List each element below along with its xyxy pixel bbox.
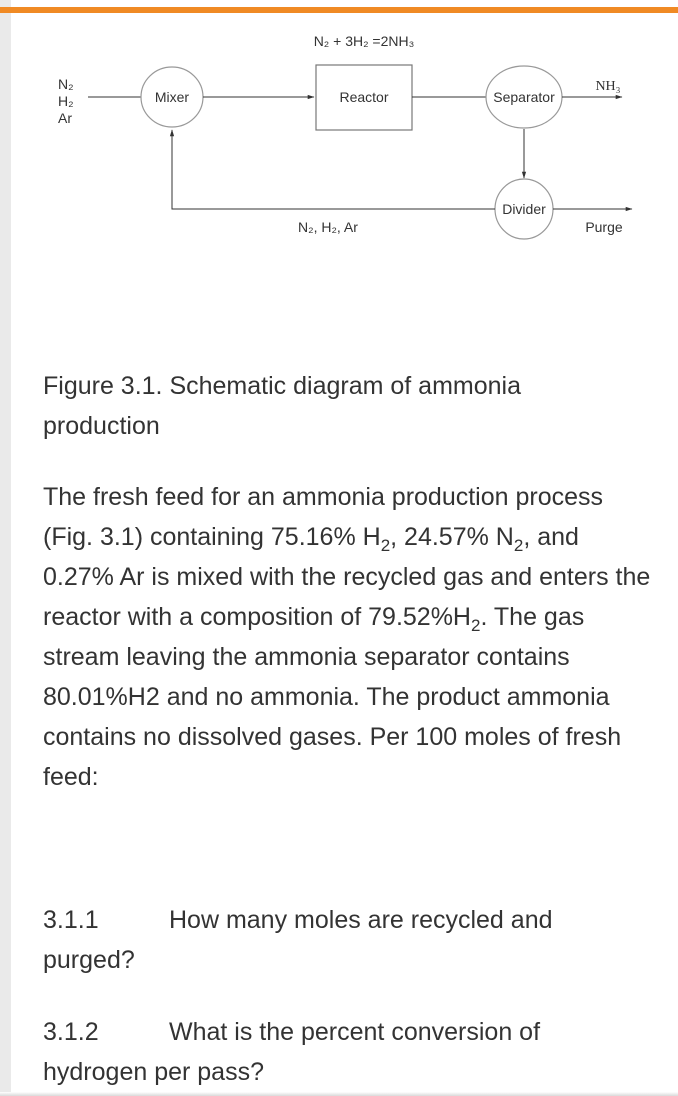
problem-text-3: , and 0.27% Ar is mixed with the recycled gas and enters the reactor with a composition of 79.52%H [43,523,651,631]
recycle-label: N₂, H₂, Ar [298,219,358,235]
question-number: 3.1.2 [43,1018,99,1046]
reactor-label: Reactor [339,89,389,105]
question-text: How many moles are recycled and purged? [43,906,553,974]
process-diagram [0,0,678,260]
question-number: 3.1.1 [43,906,99,934]
product-label: NH₃ [595,79,621,94]
divider-label: Divider [502,201,546,217]
question-text: What is the percent conversion of hydrogen per pass? [43,1018,541,1086]
subscript-2: 2 [513,536,524,555]
subscript-2: 2 [380,536,391,555]
subscript-2: 2 [471,616,481,635]
bottom-shadow [0,1092,678,1096]
figure-caption: Figure 3.1. Schematic diagram of ammonia production [43,372,521,440]
feed-label-n2: N₂ [58,76,74,92]
recycle-line [172,130,495,209]
feed-label-ar: Ar [58,110,72,126]
problem-text-4: . The gas stream leaving the ammonia separator contains 80.01%H2 and no ammonia. The product ammonia contains no dissolved gases. Per 100 moles of fresh feed: [43,603,622,791]
mixer-label: Mixer [154,89,190,105]
separator-label: Separator [493,89,555,105]
reaction-equation: N₂ + 3H₂ =2NH₃ [313,33,415,49]
feed-label-h2: H₂ [58,93,74,109]
question-3-1-2 [43,1012,643,1092]
question-3-1-1 [43,900,643,980]
problem-statement [43,477,653,797]
problem-text-1: The fresh feed for an ammonia production process (Fig. 3.1) containing 75.16% H [43,483,604,551]
problem-text-2: , 24.57% N [390,523,514,551]
purge-label: Purge [585,219,623,235]
